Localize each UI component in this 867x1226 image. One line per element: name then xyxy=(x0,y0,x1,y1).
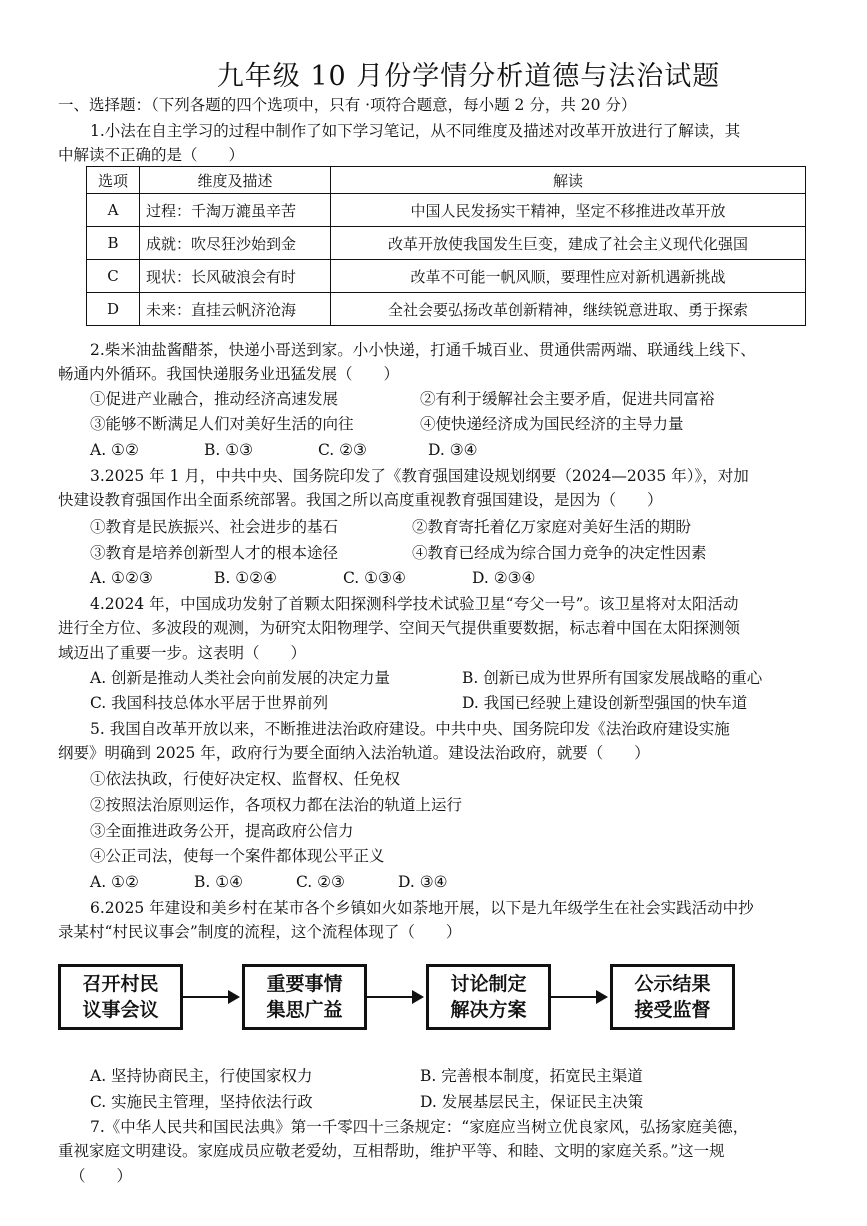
table-cell-interpretation: 改革开放使我国发生巨变，建成了社会主义现代化强国 xyxy=(331,227,806,260)
question-5-statement-3: ③全面推进政务公开，提高政府公信力 xyxy=(90,822,354,840)
question-6-choice-c[interactable]: C. 实施民主管理，坚持依法行政 xyxy=(90,1093,313,1111)
table-cell-option: C xyxy=(87,260,140,293)
table-cell-interpretation: 中国人民发扬实干精神，坚定不移推进改革开放 xyxy=(331,194,806,227)
table-header-cell: 选项 xyxy=(87,167,140,194)
question-7-stem-cont: （ ） xyxy=(70,1167,133,1185)
flow-step-line: 公示结果 xyxy=(634,973,711,995)
flow-step-line: 接受监督 xyxy=(634,999,711,1021)
question-2-choice-c[interactable]: C. ②③ xyxy=(318,441,367,459)
flow-arrow xyxy=(183,996,238,998)
question-4-stem-cont: 域迈出了重要一步。这表明（ ） xyxy=(58,644,307,662)
table-cell-option: B xyxy=(87,227,140,260)
question-2-choice-d[interactable]: D. ③④ xyxy=(428,441,478,459)
question-5-choice-d[interactable]: D. ③④ xyxy=(398,873,448,891)
flow-arrow xyxy=(551,996,606,998)
question-5-statement-2: ②按照法治原则运作，各项权力都在法治的轨道上运行 xyxy=(90,796,463,814)
question-7-stem: 7.《中华人民共和国民法典》第一千零四十三条规定：“家庭应当树立优良家风，弘扬家庭美德， xyxy=(90,1118,749,1136)
question-3-choice-a[interactable]: A. ①②③ xyxy=(90,569,153,587)
table-row xyxy=(87,227,806,260)
question-6-choice-a[interactable]: A. 坚持协商民主，行使国家权力 xyxy=(90,1067,313,1085)
flow-step-2 xyxy=(242,964,367,1030)
flow-step-line: 重要事情 xyxy=(266,973,343,995)
page-title: 九年级 10 月份学情分析道德与法治试题 xyxy=(216,61,721,92)
question-5-choice-b[interactable]: B. ①④ xyxy=(194,873,244,891)
question-3-choice-d[interactable]: D. ②③④ xyxy=(472,569,536,587)
table-cell-dimension: 成就：吹尽狂沙始到金 xyxy=(140,227,331,260)
question-3-choice-b[interactable]: B. ①②④ xyxy=(214,569,277,587)
question-4-choice-d[interactable]: D. 我国已经驶上建设创新型强国的快车道 xyxy=(462,694,748,712)
question-3-choice-c[interactable]: C. ①③④ xyxy=(343,569,406,587)
question-2-choice-b[interactable]: B. ①③ xyxy=(204,441,254,459)
question-4-choice-c[interactable]: C. 我国科技总体水平居于世界前列 xyxy=(90,694,329,712)
section-heading: 一、选择题：（下列各题的四个选项中，只有 ·项符合题意，每小题 2 分，共 20 分） xyxy=(58,96,637,114)
question-2-statement-2: ②有利于缓解社会主要矛盾，促进共同富裕 xyxy=(420,390,715,408)
question-3-stem-cont: 快建设教育强国作出全面系统部署。我国之所以高度重视教育强国建设，是因为（ ） xyxy=(58,491,663,509)
flow-step-line: 议事会议 xyxy=(82,999,159,1021)
question-5-choice-c[interactable]: C. ②③ xyxy=(296,873,345,891)
flow-step-4 xyxy=(610,964,735,1030)
question-1-stem: 1.小法在自主学习的过程中制作了如下学习笔记，从不同维度及描述对改革开放进行了解读，其 xyxy=(90,122,741,140)
question-3-statement-2: ②教育寄托着亿万家庭对美好生活的期盼 xyxy=(412,518,692,536)
question-6-stem: 6.2025 年建设和美乡村在某市各个乡镇如火如荼地开展，以下是九年级学生在社会实践活动中抄 xyxy=(90,899,754,917)
question-5-statement-4: ④公正司法，使每一个案件都体现公平正义 xyxy=(90,847,385,865)
question-2-statement-4: ④使快递经济成为国民经济的主导力量 xyxy=(420,415,684,433)
question-3-stem: 3.2025 年 1 月，中共中央、国务院印发了《教育强国建设规划纲要（2024—2035 年）》，对加 xyxy=(90,467,749,485)
table-cell-option: A xyxy=(87,194,140,227)
flow-step-line: 集思广益 xyxy=(266,999,343,1021)
table-header-cell: 解读 xyxy=(331,167,806,194)
question-4-choice-a[interactable]: A. 创新是推动人类社会向前发展的决定力量 xyxy=(90,669,391,687)
flow-step-line: 讨论制定 xyxy=(450,973,527,995)
table-cell-dimension: 过程：千淘万漉虽辛苦 xyxy=(140,194,331,227)
table-header-cell: 维度及描述 xyxy=(140,167,331,194)
table-header-row xyxy=(87,167,806,194)
question-2-stem-cont: 畅通内外循环。我国快递服务业迅猛发展（ ） xyxy=(58,365,400,383)
question-4-stem: 4.2024 年，中国成功发射了首颗太阳探测科学技术试验卫星“夸父一号”。该卫星将对太阳活动 xyxy=(90,595,739,613)
question-2-statement-1: ①促进产业融合，推动经济高速发展 xyxy=(90,390,339,408)
question-7-stem-cont: 重视家庭文明建设。家庭成员应敬老爱幼，互相帮助，维护平等、和睦、文明的家庭关系。”这一规 xyxy=(58,1142,725,1160)
question-4-stem-cont: 进行全方位、多波段的观测，为研究太阳物理学、空间天气提供重要数据，标志着中国在太阳探测领 xyxy=(58,619,741,637)
question-5-choice-a[interactable]: A. ①② xyxy=(90,873,139,891)
question-5-stem-cont: 纲要》明确到 2025 年，政府行为要全面纳入法治轨道。建设法治政府，就要（ ） xyxy=(58,744,650,762)
question-6-choice-d[interactable]: D. 发展基层民主，保证民主决策 xyxy=(420,1093,644,1111)
table-cell-dimension: 现状：长风破浪会有时 xyxy=(140,260,331,293)
question-6-choice-b[interactable]: B. 完善根本制度，拓宽民主渠道 xyxy=(420,1067,643,1085)
question-2-stem: 2.柴米油盐酱醋茶，快递小哥送到家。小小快递，打通千城百业、贯通供需两端、联通线上线下、 xyxy=(90,341,756,359)
flow-arrow xyxy=(367,996,422,998)
question-3-statement-3: ③教育是培养创新型人才的根本途径 xyxy=(90,544,339,562)
question-6-stem-cont: 录某村“村民议事会”制度的流程，这个流程体现了（ ） xyxy=(58,923,462,941)
flow-step-line: 召开村民 xyxy=(82,973,159,995)
table-row xyxy=(87,260,806,293)
table-cell-interpretation: 改革不可能一帆风顺，要理性应对新机遇新挑战 xyxy=(331,260,806,293)
question-1-table xyxy=(86,166,806,326)
question-1-stem-cont: 中解读不正确的是（ ） xyxy=(58,146,245,164)
table-row xyxy=(87,194,806,227)
question-2-choice-a[interactable]: A. ①② xyxy=(90,441,139,459)
table-cell-option: D xyxy=(87,293,140,326)
question-5-statement-1: ①依法执政，行使好决定权、监督权、任免权 xyxy=(90,770,401,788)
question-3-statement-4: ④教育已经成为综合国力竞争的决定性因素 xyxy=(412,544,707,562)
flow-step-3 xyxy=(426,964,551,1030)
table-row xyxy=(87,293,806,326)
question-2-statement-3: ③能够不断满足人们对美好生活的向往 xyxy=(90,415,354,433)
question-3-statement-1: ①教育是民族振兴、社会进步的基石 xyxy=(90,518,339,536)
flow-step-1 xyxy=(58,964,183,1030)
table-cell-interpretation: 全社会要弘扬改革创新精神，继续锐意进取、勇于探索 xyxy=(331,293,806,326)
question-5-stem: 5. 我国自改革开放以来，不断推进法治政府建设。中共中央、国务院印发《法治政府建设实施 xyxy=(90,720,730,738)
question-4-choice-b[interactable]: B. 创新已成为世界所有国家发展战略的重心 xyxy=(462,669,763,687)
table-cell-dimension: 未来：直挂云帆济沧海 xyxy=(140,293,331,326)
flow-step-line: 解决方案 xyxy=(450,999,527,1021)
